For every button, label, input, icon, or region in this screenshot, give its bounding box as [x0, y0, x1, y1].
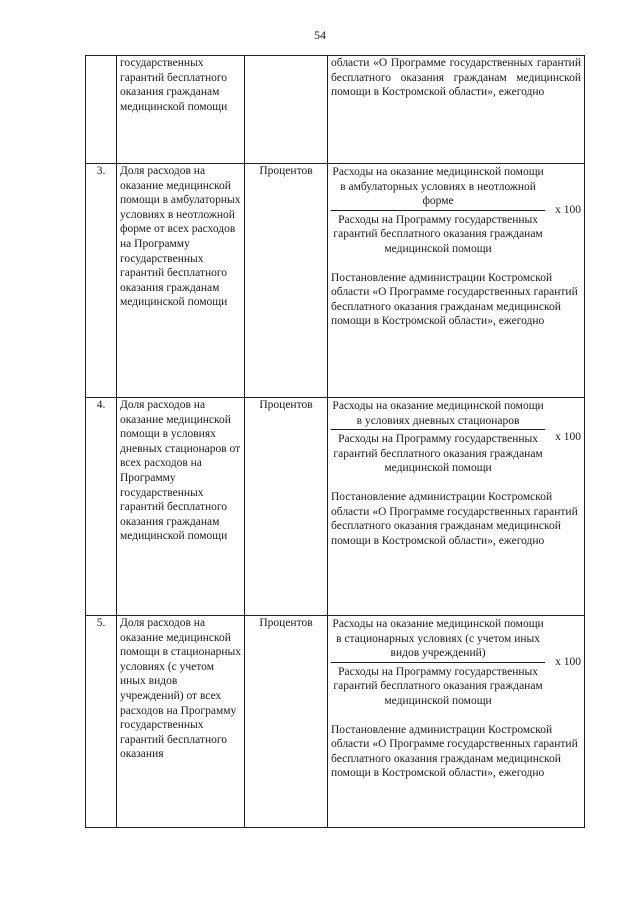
calculation-method — [328, 398, 585, 616]
indicator-name: Доля расходов на оказание медицинской помощи в амбулаторных условиях в неотложной форме от всех расходов на Программу государственных гарантий бесплатного оказания гражданам медицинской помощи — [117, 164, 245, 398]
decree-source: Постановление администрации Костромской области «О Программе государственных гарантий бесплатного оказания гражданам медицинской помощи в Костромской области», ежегодно — [331, 723, 578, 780]
indicator-name: Доля расходов на оказание медицинской помощи в стационарных условиях (с учетом иных видов учреждений) от всех расходов на Программу государственных гарантий бесплатного оказания — [117, 616, 245, 828]
table-row — [86, 164, 585, 398]
unit: Процентов — [245, 616, 328, 828]
decree-source: Постановление администрации Костромской области «О Программе государственных гарантий бесплатного оказания гражданам медицинской помощи в Костромской области», ежегодно — [331, 271, 578, 328]
indicator-name-cell: государственных гарантий бесплатного оказания гражданам медицинской помощи — [117, 56, 245, 164]
row-number: 4. — [86, 398, 117, 616]
formula-numerator: Расходы на оказание медицинской помощи в амбулаторных условиях в неотложной форме — [331, 165, 545, 211]
unit: Процентов — [245, 164, 328, 398]
indicator-name: Доля расходов на оказание медицинской помощи в условиях дневных стационаров от всех расходов на Программу государственных гарантий бесплатного оказания гражданам медицинской помощи — [117, 398, 245, 616]
indicators-table — [85, 55, 585, 828]
page-number: 54 — [314, 28, 326, 42]
formula-denominator: Расходы на Программу государственных гарантий бесплатного оказания гражданам медицинской помощи — [333, 213, 543, 255]
formula-denominator: Расходы на Программу государственных гарантий бесплатного оказания гражданам медицинской помощи — [333, 665, 543, 707]
table-row — [86, 398, 585, 616]
calculation-method — [328, 164, 585, 398]
formula-multiplier: х 100 — [555, 204, 581, 217]
row-number-cell — [86, 56, 117, 164]
formula-multiplier: х 100 — [555, 431, 581, 444]
table-row-continuation — [86, 56, 585, 164]
formula-numerator: Расходы на оказание медицинской помощи в условиях дневных стационаров — [331, 399, 545, 430]
formula — [331, 165, 581, 257]
formula-multiplier: х 100 — [555, 656, 581, 669]
formula — [331, 399, 581, 476]
table-row — [86, 616, 585, 828]
formula-denominator: Расходы на Программу государственных гарантий бесплатного оказания гражданам медицинской помощи — [333, 433, 543, 475]
formula-numerator: Расходы на оказание медицинской помощи в стационарных условиях (с учетом иных видов учреждений) — [331, 617, 545, 663]
unit-cell — [245, 56, 328, 164]
row-number: 3. — [86, 164, 117, 398]
row-number: 5. — [86, 616, 117, 828]
unit: Процентов — [245, 398, 328, 616]
decree-source: Постановление администрации Костромской области «О Программе государственных гарантий бесплатного оказания гражданам медицинской помощи в Костромской области», ежегодно — [331, 490, 578, 547]
method-cell: области «О Программе государственных гарантий бесплатного оказания гражданам медицинской помощи в Костромской области», ежегодно — [328, 56, 585, 164]
calculation-method — [328, 616, 585, 828]
formula — [331, 617, 581, 709]
